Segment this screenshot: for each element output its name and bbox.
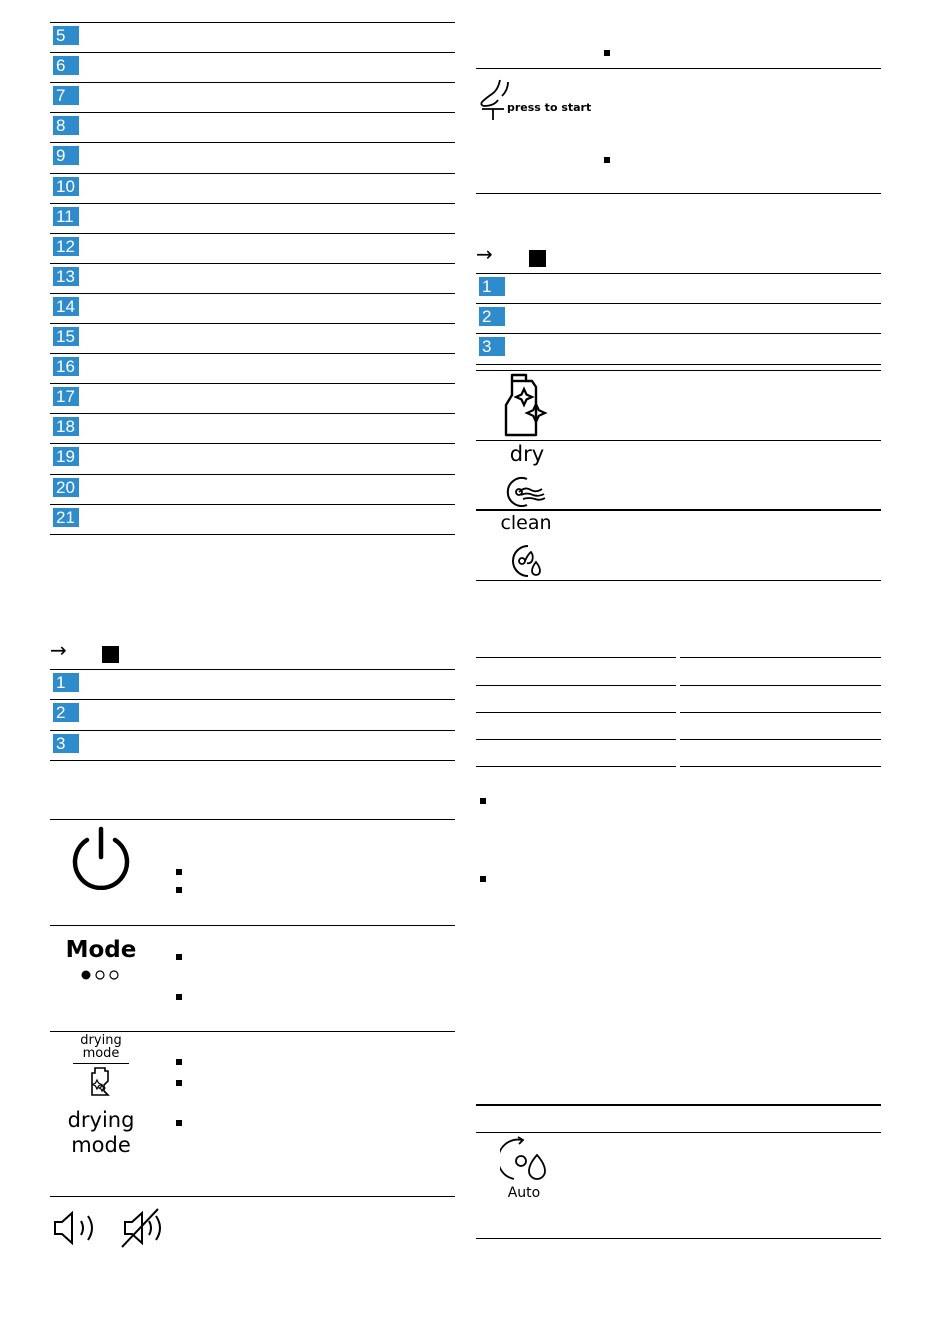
sound-off-icon [118,1205,166,1249]
auto-label: Auto [507,1185,541,1201]
step-number-badge: 3 [53,734,79,753]
step-number-badge: 12 [53,237,79,256]
bullet [480,876,486,882]
list-row-rule [50,52,455,53]
list-row-rule [50,263,455,264]
list-row-rule [50,173,455,174]
bullet [176,1120,182,1126]
steps-top-rule [50,669,455,670]
step-number-badge: 14 [53,297,79,316]
step-square-icon [529,250,546,267]
bullet [176,994,182,1000]
clean-label: clean [500,512,552,534]
steps-row-rule [476,333,881,334]
foot-press-icon [478,78,518,122]
step-number-badge: 17 [53,387,79,406]
step-number-badge: 21 [53,508,79,527]
auto-icon [500,1135,550,1185]
steps-row-rule [50,760,455,761]
step-number-badge: 1 [479,277,505,296]
dry-icon [505,475,547,509]
list-top-rule [50,22,455,23]
step-number-badge: 3 [479,337,505,356]
steps-row-rule [476,303,881,304]
list-row-rule [50,293,455,294]
steps-row-rule [476,364,881,365]
step-number-badge: 16 [53,357,79,376]
drying-line1: drying [67,1108,135,1132]
bullet [604,157,610,163]
step-number-badge: 10 [53,177,79,196]
step-number-badge: 13 [53,267,79,286]
arrow-icon: → [50,638,67,662]
step-square-icon [102,646,119,663]
step-number-badge: 6 [53,56,79,75]
drying-small-line1: drying [80,1033,122,1048]
bullet [176,869,182,875]
list-row-rule [50,383,455,384]
bullet [604,50,610,56]
step-number-badge: 18 [53,417,79,436]
drying-mode-large-label [55,1108,147,1158]
steps-row-rule [50,699,455,700]
clean-icon [506,542,548,580]
step-number-badge: 7 [53,86,79,105]
drying-mode-small-label [60,1034,142,1060]
list-row-rule [50,353,455,354]
list-row-rule [50,323,455,324]
step-number-badge: 15 [53,327,79,346]
mode-icon [80,969,122,981]
arrow-icon: → [476,242,493,266]
step-number-badge: 9 [53,146,79,165]
step-number-badge: 2 [53,703,79,722]
list-row-rule [50,142,455,143]
sound-on-icon [52,1209,98,1247]
step-number-badge: 20 [53,478,79,497]
steps-row-rule [50,730,455,731]
dry-label: dry [509,442,545,466]
list-row-rule [50,82,455,83]
list-row-rule [50,233,455,234]
steps-top-rule [476,273,881,274]
drying-line2: mode [71,1133,131,1157]
step-number-badge: 19 [53,447,79,466]
power-icon [68,824,134,890]
list-row-rule [50,203,455,204]
step-number-badge: 1 [53,673,79,692]
press-to-start-label: press to start [507,101,592,114]
list-row-rule [50,534,455,535]
list-row-rule [50,413,455,414]
list-row-rule [50,443,455,444]
step-number-badge: 5 [53,26,79,45]
mode-label: Mode [65,937,137,963]
bullet [176,1080,182,1086]
step-number-badge: 8 [53,116,79,135]
list-row-rule [50,112,455,113]
bullet [176,887,182,893]
bullet [176,1059,182,1065]
bullet [176,954,182,960]
step-number-badge: 11 [53,207,79,226]
drying-small-line2: mode [82,1046,120,1061]
drying-mode-icon [86,1066,116,1100]
step-number-badge: 2 [479,307,505,326]
list-row-rule [50,474,455,475]
cleaning-agent-icon [500,372,550,438]
bullet [480,798,486,804]
list-row-rule [50,504,455,505]
